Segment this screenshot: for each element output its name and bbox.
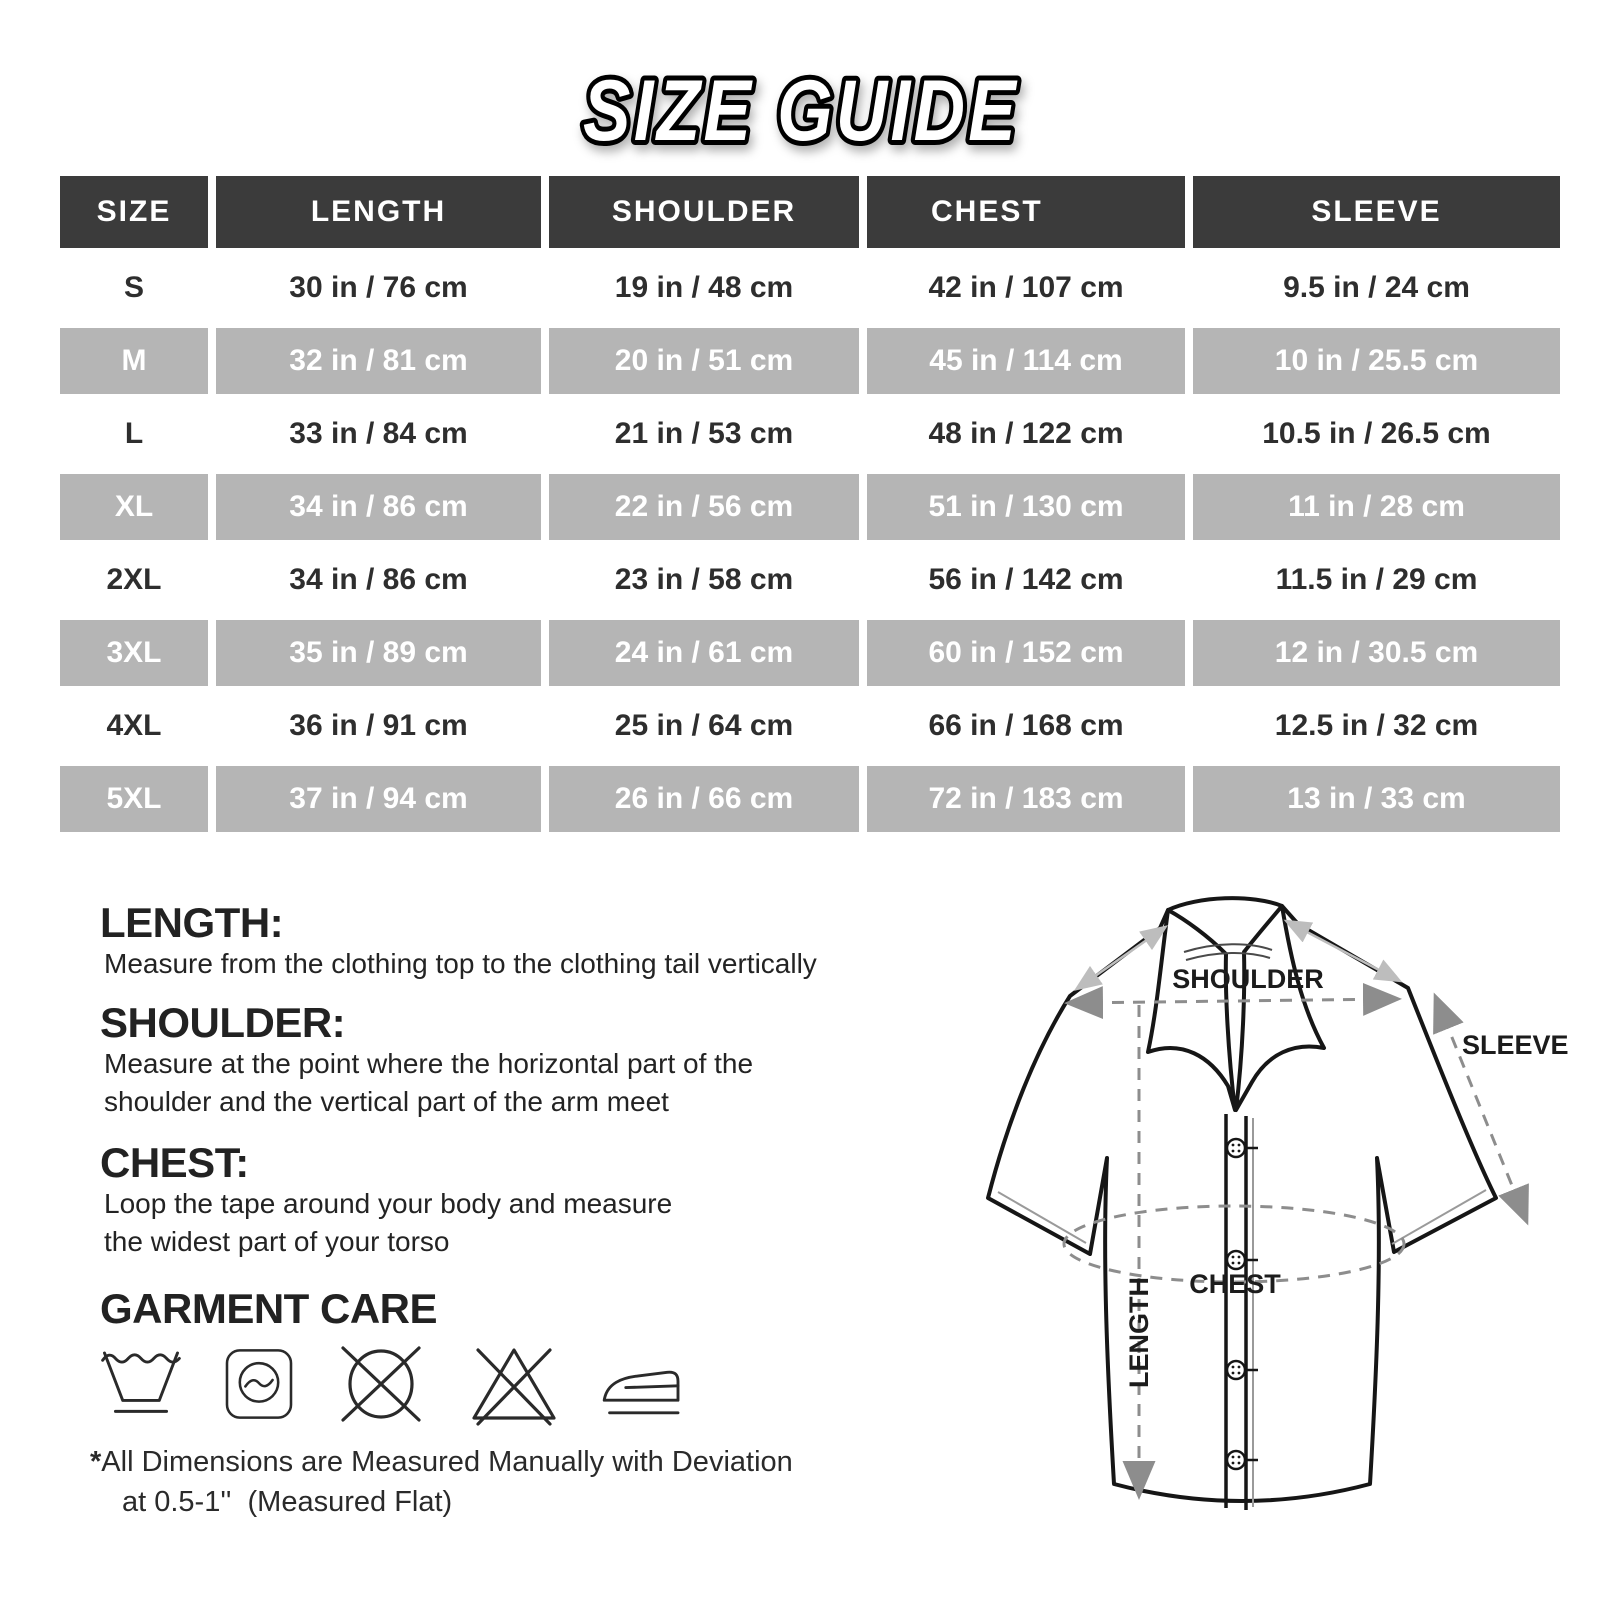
shoulder-cell: 20 in / 51 cm: [549, 328, 859, 394]
sleeve-cell: 11 in / 28 cm: [1193, 474, 1560, 540]
sleeve-cell: 10 in / 25.5 cm: [1193, 328, 1560, 394]
size-cell: 4XL: [60, 693, 208, 759]
shoulder-cell: 24 in / 61 cm: [549, 620, 859, 686]
sleeve-cell: 10.5 in / 26.5 cm: [1193, 401, 1560, 467]
shoulder-cell: 19 in / 48 cm: [549, 255, 859, 321]
size-cell: XL: [60, 474, 208, 540]
length-cell: 33 in / 84 cm: [216, 401, 541, 467]
garment-care-heading: GARMENT CARE: [100, 1285, 437, 1332]
diagram-sleeve-label: SLEEVE: [1462, 1030, 1569, 1060]
iron-icon: [597, 1342, 687, 1426]
length-cell: 36 in / 91 cm: [216, 693, 541, 759]
chest-cell: 60 in / 152 cm: [867, 620, 1185, 686]
column-header-size: SIZE: [60, 176, 208, 248]
size-cell: 5XL: [60, 766, 208, 832]
chest-cell: 66 in / 168 cm: [867, 693, 1185, 759]
shoulder-definition-text: shoulder and the vertical part of the arm meet: [104, 1086, 669, 1117]
length-cell: 35 in / 89 cm: [216, 620, 541, 686]
length-definition-text: Measure from the clothing top to the clothing tail vertically: [104, 948, 817, 979]
footnote-line2: at 0.5-1'' (Measured Flat): [122, 1486, 453, 1518]
chest-definition-text: the widest part of your torso: [104, 1226, 450, 1257]
machine-wash-icon: [219, 1342, 299, 1426]
chest-cell: 51 in / 130 cm: [867, 474, 1185, 540]
size-cell: 3XL: [60, 620, 208, 686]
chest-cell: 72 in / 183 cm: [867, 766, 1185, 832]
footnote-line1: *All Dimensions are Measured Manually with Deviation: [90, 1446, 793, 1478]
chest-cell: 42 in / 107 cm: [867, 255, 1185, 321]
do-not-bleach-icon: [463, 1342, 565, 1426]
do-not-dry-clean-icon: [331, 1342, 431, 1426]
size-chart-table: [60, 176, 1560, 832]
garment-care-icons: [95, 1342, 687, 1426]
shirt-measurement-diagram: [930, 862, 1575, 1532]
sleeve-cell: 9.5 in / 24 cm: [1193, 255, 1560, 321]
diagram-length-label: LENGTH: [1124, 1277, 1154, 1388]
sleeve-cell: 12 in / 30.5 cm: [1193, 620, 1560, 686]
shoulder-cell: 21 in / 53 cm: [549, 401, 859, 467]
shoulder-cell: 25 in / 64 cm: [549, 693, 859, 759]
column-header-length: LENGTH: [216, 176, 541, 248]
length-cell: 32 in / 81 cm: [216, 328, 541, 394]
diagram-shoulder-label: SHOULDER: [1172, 964, 1324, 994]
shoulder-cell: 23 in / 58 cm: [549, 547, 859, 613]
diagram-chest-label: CHEST: [1189, 1269, 1281, 1299]
page-title: SIZE GUIDE: [583, 63, 1019, 159]
wash-tub-icon: [95, 1342, 187, 1426]
shoulder-cell: 26 in / 66 cm: [549, 766, 859, 832]
size-cell: L: [60, 401, 208, 467]
page-title-art: [0, 28, 1620, 178]
column-header-shoulder: SHOULDER: [549, 176, 859, 248]
shoulder-definition-text: Measure at the point where the horizontal part of the: [104, 1048, 754, 1079]
chest-definition-text: Loop the tape around your body and measure: [104, 1188, 673, 1219]
size-cell: M: [60, 328, 208, 394]
sleeve-cell: 13 in / 33 cm: [1193, 766, 1560, 832]
sleeve-cell: 11.5 in / 29 cm: [1193, 547, 1560, 613]
length-definition-heading: LENGTH:: [100, 899, 284, 946]
chest-cell: 56 in / 142 cm: [867, 547, 1185, 613]
sleeve-cell: 12.5 in / 32 cm: [1193, 693, 1560, 759]
length-cell: 37 in / 94 cm: [216, 766, 541, 832]
size-cell: S: [60, 255, 208, 321]
size-cell: 2XL: [60, 547, 208, 613]
shoulder-cell: 22 in / 56 cm: [549, 474, 859, 540]
footnote-asterisk: *: [90, 1446, 102, 1478]
chest-definition-heading: CHEST:: [100, 1139, 249, 1186]
length-cell: 34 in / 86 cm: [216, 547, 541, 613]
column-header-chest: CHEST: [867, 176, 1185, 248]
chest-cell: 45 in / 114 cm: [867, 328, 1185, 394]
length-cell: 30 in / 76 cm: [216, 255, 541, 321]
chest-cell: 48 in / 122 cm: [867, 401, 1185, 467]
length-cell: 34 in / 86 cm: [216, 474, 541, 540]
shoulder-definition-heading: SHOULDER:: [100, 999, 346, 1046]
column-header-sleeve: SLEEVE: [1193, 176, 1560, 248]
